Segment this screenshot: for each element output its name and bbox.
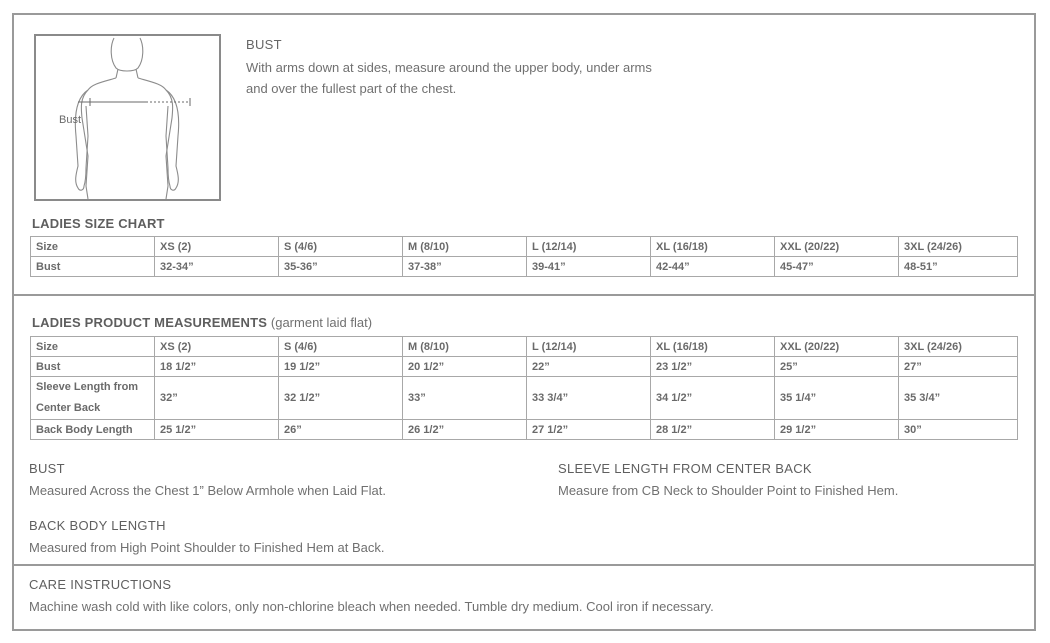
measurements-cell: 30” — [899, 420, 1018, 440]
size-guide-section — [12, 13, 1036, 296]
measurements-cell: 25 1/2” — [155, 420, 279, 440]
sleeve-definition-text: Measure from CB Neck to Shoulder Point to Finished Hem. — [558, 483, 899, 498]
bust-definition-title: BUST — [29, 461, 65, 476]
size-chart-cell: L (12/14) — [527, 237, 651, 257]
size-chart-cell: XS (2) — [155, 237, 279, 257]
measurements-cell: 19 1/2” — [279, 357, 403, 377]
measurements-cell: 28 1/2” — [651, 420, 775, 440]
measurements-cell: XL (16/18) — [651, 337, 775, 357]
measurements-cell: 33 3/4” — [527, 377, 651, 420]
measurements-cell: XXL (20/22) — [775, 337, 899, 357]
table-row — [31, 237, 1018, 257]
measurements-cell: L (12/14) — [527, 337, 651, 357]
size-chart-cell: S (4/6) — [279, 237, 403, 257]
size-chart-cell: 35-36” — [279, 257, 403, 277]
size-chart-cell: XXL (20/22) — [775, 237, 899, 257]
measurements-cell: 35 1/4” — [775, 377, 899, 420]
sleeve-definition-title: SLEEVE LENGTH FROM CENTER BACK — [558, 461, 812, 476]
measurements-cell: 3XL (24/26) — [899, 337, 1018, 357]
product-measurements-note: (garment laid flat) — [270, 315, 373, 330]
size-chart-cell: 48-51” — [899, 257, 1018, 277]
care-instructions-title: CARE INSTRUCTIONS — [29, 577, 172, 592]
product-measurements-heading: LADIES PRODUCT MEASUREMENTS — [32, 315, 268, 330]
measurements-cell: 34 1/2” — [651, 377, 775, 420]
measurements-cell: 22” — [527, 357, 651, 377]
measurements-cell: 32 1/2” — [279, 377, 403, 420]
body-diagram — [34, 34, 221, 201]
measurements-row-header: Back Body Length — [31, 420, 155, 440]
measurements-cell: S (4/6) — [279, 337, 403, 357]
measurements-cell: 25” — [775, 357, 899, 377]
bust-definition-text: Measured Across the Chest 1” Below Armhole when Laid Flat. — [29, 483, 386, 498]
measurements-cell: 35 3/4” — [899, 377, 1018, 420]
measurements-cell: 20 1/2” — [403, 357, 527, 377]
back-length-definition-text: Measured from High Point Shoulder to Finished Hem at Back. — [29, 540, 385, 555]
product-measurements-title — [32, 315, 372, 330]
size-chart-cell: 39-41” — [527, 257, 651, 277]
measurements-cell: 32” — [155, 377, 279, 420]
table-row — [31, 337, 1018, 357]
measurements-cell: 27 1/2” — [527, 420, 651, 440]
size-chart-title: LADIES SIZE CHART — [32, 216, 165, 231]
measurements-row-header: Bust — [31, 357, 155, 377]
measurements-cell: 33” — [403, 377, 527, 420]
measurements-row-header: Sleeve Length from Center Back — [31, 377, 155, 420]
back-length-definition-title: BACK BODY LENGTH — [29, 518, 166, 533]
care-instructions-text: Machine wash cold with like colors, only non-chlorine bleach when needed. Tumble dry medium. Cool iron if necessary. — [29, 599, 714, 614]
measurements-cell: 26” — [279, 420, 403, 440]
size-chart-cell: 45-47” — [775, 257, 899, 277]
care-instructions-section — [12, 564, 1036, 631]
product-measurements-table — [30, 336, 1018, 440]
table-row — [31, 377, 1018, 420]
measurements-cell: 23 1/2” — [651, 357, 775, 377]
measurements-cell: 26 1/2” — [403, 420, 527, 440]
table-row — [31, 420, 1018, 440]
size-chart-cell: 42-44” — [651, 257, 775, 277]
product-measurements-section — [12, 294, 1036, 566]
size-chart-row-header: Bust — [31, 257, 155, 277]
size-chart-cell: 37-38” — [403, 257, 527, 277]
size-chart-row-header: Size — [31, 237, 155, 257]
measurements-cell: XS (2) — [155, 337, 279, 357]
measurements-cell: 27” — [899, 357, 1018, 377]
measurements-row-header: Size — [31, 337, 155, 357]
bust-instructions: With arms down at sides, measure around the upper body, under arms and over the fullest part of the chest. — [246, 60, 652, 96]
size-chart-cell: 3XL (24/26) — [899, 237, 1018, 257]
measurements-cell: 29 1/2” — [775, 420, 899, 440]
bust-diagram-label: Bust — [59, 114, 82, 126]
size-chart-cell: M (8/10) — [403, 237, 527, 257]
size-chart-table — [30, 236, 1018, 277]
size-chart-cell: 32-34” — [155, 257, 279, 277]
measurements-cell: M (8/10) — [403, 337, 527, 357]
table-row — [31, 257, 1018, 277]
bust-heading: BUST — [246, 37, 282, 52]
size-chart-cell: XL (16/18) — [651, 237, 775, 257]
table-row — [31, 357, 1018, 377]
measurements-cell: 18 1/2” — [155, 357, 279, 377]
